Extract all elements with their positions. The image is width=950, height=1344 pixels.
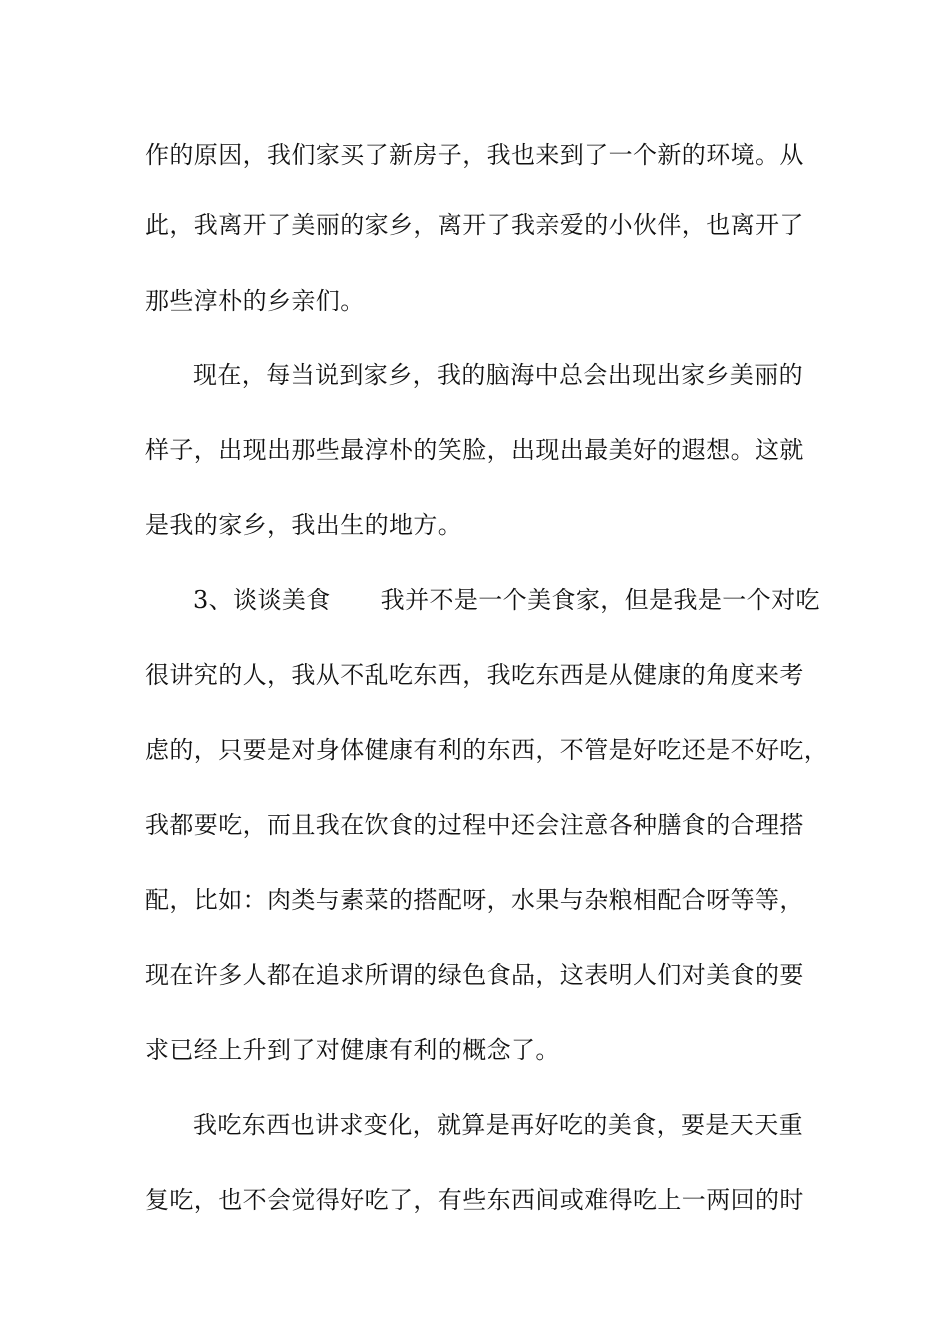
paragraph-first-line: 现在，每当说到家乡，我的脑海中总会出现出家乡美丽的	[193, 361, 803, 389]
text-line: 此，我离开了美丽的家乡，离开了我亲爱的小伙伴，也离开了	[145, 211, 804, 239]
text-line: 很讲究的人，我从不乱吃东西，我吃东西是从健康的角度来考	[145, 661, 804, 689]
text-line: 配，比如：肉类与素菜的搭配呀，水果与杂粮相配合呀等等，	[145, 886, 804, 914]
text-line: 我都要吃，而且我在饮食的过程中还会注意各种膳食的合理搭	[145, 811, 804, 839]
section-first-line: 我并不是一个美食家，但是我是一个对吃	[380, 586, 820, 614]
section-line	[193, 580, 825, 620]
text-line: 虑的，只要是对身体健康有利的东西，不管是好吃还是不好吃，	[145, 736, 829, 764]
text-line: 求已经上升到了对健康有利的概念了。	[145, 1036, 560, 1064]
text-line: 样子，出现出那些最淳朴的笑脸，出现出最美好的遐想。这就	[145, 436, 804, 464]
text-line: 是我的家乡，我出生的地方。	[145, 511, 463, 539]
paragraph-first-line: 我吃东西也讲求变化，就算是再好吃的美食，要是天天重	[193, 1111, 803, 1139]
text-line: 作的原因，我们家买了新房子，我也来到了一个新的环境。从	[145, 141, 804, 169]
text-line: 那些淳朴的乡亲们。	[145, 287, 365, 315]
text-line: 复吃，也不会觉得好吃了，有些东西间或难得吃上一两回的时	[145, 1186, 804, 1214]
text-line: 现在许多人都在追求所谓的绿色食品，这表明人们对美食的要	[145, 961, 804, 989]
section-heading: 3、谈谈美食	[193, 586, 331, 614]
